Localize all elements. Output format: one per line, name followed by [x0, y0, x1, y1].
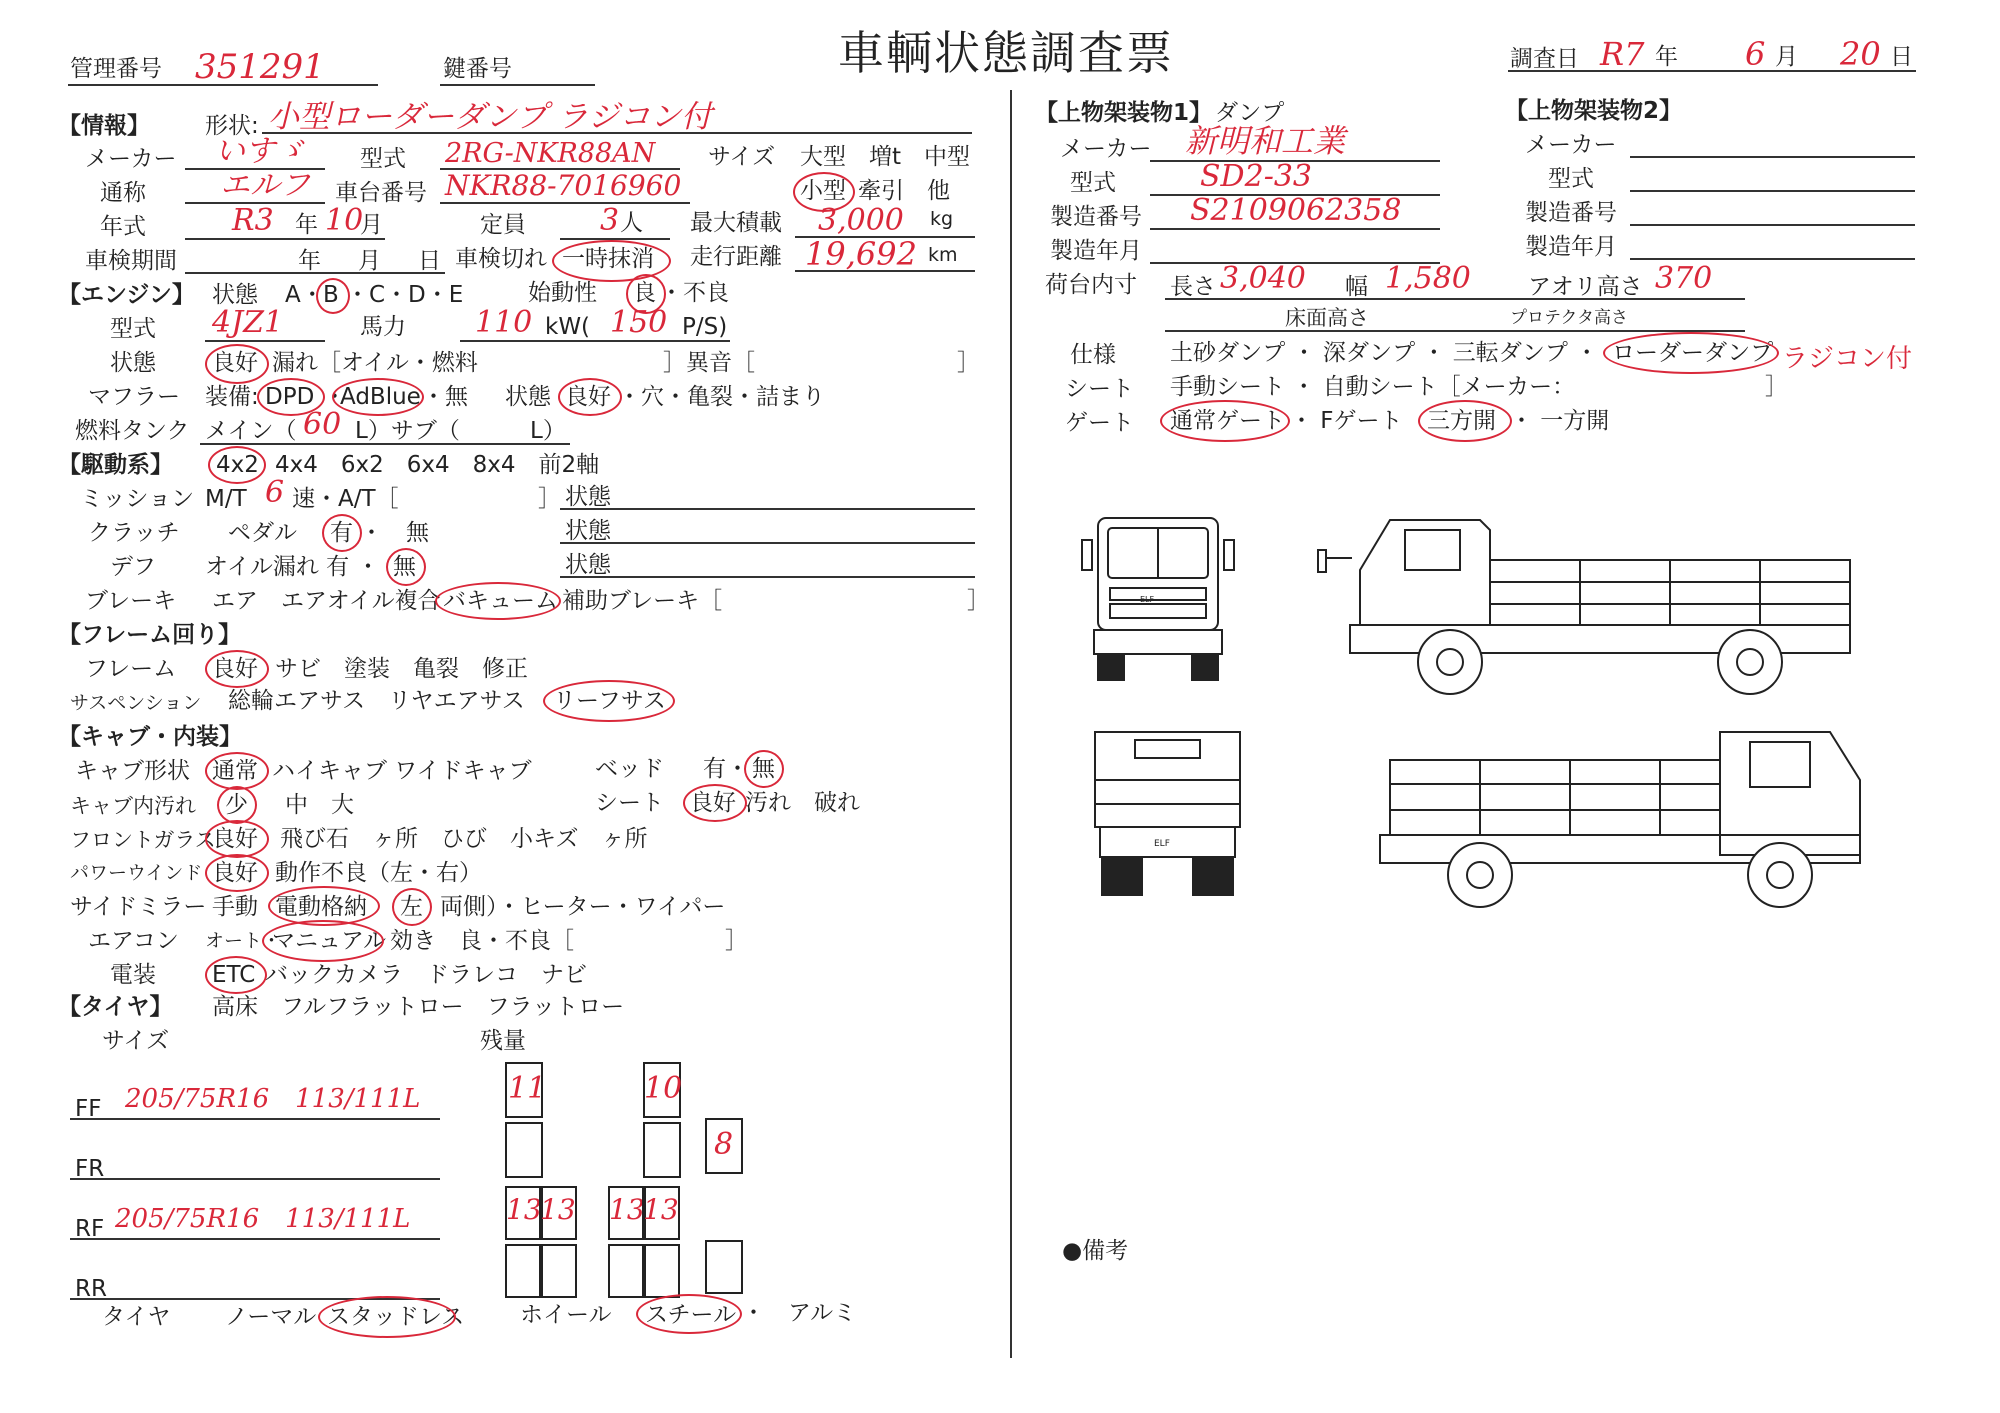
- mgmt-number-label: 管理番号: [70, 56, 162, 82]
- wheel-rest: ・ アルミ: [742, 1300, 857, 1326]
- diff-label: デフ: [110, 554, 156, 580]
- brake-options: エア エアオイル複合: [212, 588, 441, 614]
- aircon-manual: マニュアル: [272, 928, 387, 954]
- survey-month-unit: 月: [1775, 44, 1798, 70]
- cab-dirt-label: キャブ内汚れ: [70, 794, 196, 818]
- body2-date-label: 製造年月: [1525, 234, 1617, 260]
- model-month-value: 10: [325, 203, 364, 238]
- selection-circle: [318, 1296, 456, 1338]
- tread-remaining-label: 残量: [480, 1028, 526, 1054]
- gate-height-value: 370: [1655, 261, 1713, 296]
- electrical-rest: バックカメラ ドラレコ ナビ: [265, 962, 587, 988]
- engine-condition-good: 良好: [212, 350, 258, 376]
- gate-three-way: 三方開: [1427, 408, 1496, 434]
- survey-day-unit: 日: [1890, 44, 1913, 70]
- divider: [1630, 190, 1915, 192]
- divider: [1508, 70, 1916, 72]
- remarks-label: ●備考: [1062, 1238, 1129, 1264]
- fuel-tank-label: 燃料タンク: [75, 418, 190, 444]
- maker-value: いすゞ: [215, 134, 305, 169]
- selection-circle: [205, 650, 269, 688]
- side-mirror-electric: 電動格納: [275, 894, 367, 920]
- rf-label: RF: [75, 1216, 105, 1242]
- cab-dirt-rest: 中 大: [285, 792, 354, 818]
- inspection-period-label: 車検期間: [85, 248, 177, 274]
- divider: [262, 132, 972, 134]
- mission-state-label: 状態: [565, 484, 611, 510]
- windshield-rest: 飛び石 ヶ所 ひび 小キズ ヶ所: [280, 826, 648, 852]
- body1-model-label: 型式: [1070, 170, 1116, 196]
- mission-label: ミッション: [80, 486, 195, 512]
- body1-date-label: 製造年月: [1050, 238, 1142, 264]
- truck-front-view: [1082, 518, 1234, 680]
- selection-circle: [683, 784, 747, 822]
- model-year-label: 年式: [100, 214, 146, 240]
- inspection-expiry-value: 一時抹消: [562, 246, 654, 272]
- muffler-adblue: AdBlue: [340, 384, 421, 410]
- bracket-close: ］: [725, 928, 748, 954]
- model-value: 2RG-NKR88AN: [445, 138, 656, 169]
- key-number-label: 鍵番号: [443, 56, 512, 82]
- inspection-month-unit: 月: [358, 248, 381, 274]
- bracket-close: ］: [967, 588, 990, 614]
- common-name-label: 通称: [100, 180, 146, 206]
- engine-grade-a: A・: [285, 282, 324, 308]
- diff-leak: オイル漏れ 有 ・: [205, 554, 380, 580]
- model-year-value: R3: [232, 203, 274, 238]
- page-title: 車輌状態調査票: [838, 26, 1174, 80]
- ff-size-value: 205/75R16 113/111L: [125, 1084, 421, 1114]
- tread-box-fr-left: [505, 1122, 543, 1178]
- bed-no: 無: [752, 756, 775, 782]
- selection-circle: [1160, 400, 1290, 442]
- mileage-unit: km: [928, 244, 958, 266]
- divider: [440, 202, 690, 204]
- tread-value-spare: 8: [714, 1127, 734, 1162]
- cab-shape-normal: 通常: [212, 758, 258, 784]
- divider: [560, 576, 975, 578]
- divider: [68, 84, 378, 86]
- tread-value-rf-3: 13: [609, 1193, 645, 1226]
- divider: [185, 238, 385, 240]
- mission-rest: 速・A/T［: [292, 486, 399, 512]
- bed-length-value: 3,040: [1220, 261, 1306, 296]
- tread-value-ff-right: 10: [644, 1071, 683, 1106]
- sheet-label: シート: [1065, 376, 1134, 402]
- side-mirror-left: 左: [400, 894, 423, 920]
- divider: [70, 1238, 440, 1240]
- mission-mt: M/T: [205, 486, 247, 512]
- ps-value: 150: [610, 305, 668, 340]
- floor-height-label: 床面高さ: [1285, 306, 1369, 330]
- selection-circle: [636, 1294, 742, 1334]
- body2-heading: 【上物架装物2】: [1505, 98, 1683, 124]
- seat-good: 良好: [690, 790, 736, 816]
- shape-value: 小型ローダーダンプ ラジコン付: [268, 99, 713, 135]
- rf-size-value: 205/75R16 113/111L: [115, 1204, 411, 1234]
- divider: [560, 542, 975, 544]
- frame-label: フレーム: [85, 656, 177, 682]
- selection-circle: [543, 680, 675, 722]
- selection-circle: [205, 752, 269, 790]
- gate-normal: 通常ゲート: [1170, 408, 1285, 434]
- divider: [1630, 156, 1915, 158]
- cab-dirt-small: 少: [225, 792, 248, 818]
- frame-good: 良好: [212, 656, 258, 682]
- divider: [205, 340, 325, 342]
- size-options: 大型 増t 中型: [800, 144, 971, 170]
- bed-inner-label: 荷台内寸: [1045, 272, 1137, 298]
- mileage-value: 19,692: [805, 235, 917, 273]
- survey-year-unit: 年: [1655, 44, 1678, 70]
- gate-f: ・ Fゲート: [1290, 408, 1403, 434]
- truck-logo-front: ELF: [1140, 595, 1155, 604]
- tread-value-rf-4: 13: [643, 1193, 679, 1226]
- seat-label: シート: [595, 790, 664, 816]
- engine-condition-noise: ］異音［: [663, 350, 755, 376]
- engine-state-label: 状態: [212, 282, 258, 308]
- windshield-good: 良好: [212, 826, 258, 852]
- max-load-label: 最大積載: [690, 210, 782, 236]
- inspection-day-unit: 日: [418, 248, 441, 274]
- selection-circle: [435, 582, 561, 620]
- electrical-label: 電装: [110, 962, 156, 988]
- body2-maker-label: メーカー: [1525, 132, 1617, 158]
- engine-grade-rest: ・C・D・E: [346, 282, 464, 308]
- tread-value-ff-left: 11: [508, 1071, 547, 1106]
- tire-heading: 【タイヤ】: [58, 994, 173, 1020]
- model-month-unit: 月: [360, 212, 383, 238]
- selection-circle: [332, 378, 424, 416]
- max-load-value: 3,000: [818, 203, 904, 238]
- muffler-equip: 装備:: [205, 384, 259, 410]
- selection-circle: [217, 786, 257, 824]
- electrical-etc: ETC: [212, 962, 256, 988]
- truck-logo-rear: ELF: [1154, 839, 1170, 849]
- body1-serial-label: 製造番号: [1050, 204, 1142, 230]
- ff-label: FF: [75, 1096, 102, 1122]
- divider: [200, 443, 570, 445]
- tire-normal: ノーマル: [225, 1304, 317, 1330]
- divider: [70, 1178, 440, 1180]
- bed-yes: 有・: [703, 756, 749, 782]
- gate-one-way: ・ 一方開: [1510, 408, 1610, 434]
- seat-rest: 汚れ 破れ: [745, 790, 860, 816]
- fr-label: FR: [75, 1156, 105, 1182]
- startup-bad: ・不良: [660, 280, 729, 306]
- divider: [1630, 258, 1915, 260]
- divider: [70, 1118, 440, 1120]
- divider: [1150, 228, 1440, 230]
- inspection-expiry-label: 車検切れ: [455, 246, 547, 272]
- cab-shape-rest: ハイキャブ ワイドキャブ: [272, 758, 532, 784]
- brake-aux-label: 補助ブレーキ［: [562, 588, 723, 614]
- body1-type: ダンプ: [1215, 100, 1285, 126]
- sheet-options: 手動シート ・ 自動シート［メーカー：: [1170, 374, 1576, 400]
- tread-box-fr-right: [643, 1122, 681, 1178]
- drive-4x2: 4x2: [216, 452, 259, 478]
- cab-heading: 【キャブ・内装】: [58, 724, 242, 750]
- muffler-dpd: DPD: [265, 384, 315, 410]
- selection-circle: [316, 278, 350, 314]
- power-window-label: パワーウインド: [70, 862, 203, 884]
- clutch-pedal: ペダル: [228, 520, 297, 546]
- info-heading: 【情報】: [58, 113, 150, 139]
- body1-heading: 【上物架装物1】: [1035, 100, 1213, 126]
- tire-studless: スタッドレス: [327, 1304, 465, 1330]
- truck-left-side-view: [1318, 520, 1850, 694]
- muffler-label: マフラー: [88, 384, 180, 410]
- aircon-rest: 効き 良・不良［: [390, 928, 574, 954]
- wheel-label: ホイール: [520, 1302, 612, 1328]
- mileage-label: 走行距離: [690, 244, 782, 270]
- aircon-auto: オート・: [205, 930, 282, 952]
- bed-width-value: 1,580: [1385, 261, 1471, 296]
- selection-circle: [205, 956, 267, 994]
- truck-rear-view: [1095, 732, 1240, 895]
- selection-circle: [205, 344, 269, 384]
- diff-state-label: 状態: [565, 552, 611, 578]
- gate-height-label: アオリ高さ: [1528, 274, 1643, 300]
- bracket-close: ］: [957, 350, 980, 376]
- muffler-none: ・無: [422, 384, 468, 410]
- survey-month-value: 6: [1745, 35, 1766, 73]
- side-mirror-rest: 両側）・ヒーター・ワイパー: [440, 894, 726, 920]
- suspension-label: サスペンション: [70, 692, 202, 714]
- column-divider: [1010, 90, 1012, 1358]
- survey-year-value: R7: [1600, 35, 1645, 73]
- horsepower-label: 馬力: [360, 314, 406, 340]
- tread-box-rr-spare: [705, 1240, 743, 1294]
- size-selected: 小型: [800, 178, 846, 204]
- diff-none: 無: [393, 554, 416, 580]
- selection-circle: [1603, 332, 1779, 374]
- clutch-state-label: 状態: [565, 518, 611, 544]
- engine-model-value: 4JZ1: [212, 305, 284, 340]
- cab-shape-label: キャブ形状: [75, 758, 190, 784]
- body1-maker-label: メーカー: [1060, 136, 1152, 162]
- mgmt-number-value: 351291: [195, 47, 325, 87]
- brake-label: ブレーキ: [85, 588, 177, 614]
- capacity-label: 定員: [480, 212, 526, 238]
- tread-box-rr-1: [505, 1244, 543, 1298]
- max-load-unit: kg: [930, 208, 954, 230]
- shape-label: 形状:: [205, 113, 259, 139]
- engine-model-label: 型式: [110, 316, 156, 342]
- body2-serial-label: 製造番号: [1525, 200, 1617, 226]
- selection-circle: [322, 514, 362, 552]
- selection-circle: [392, 888, 432, 926]
- spec-loader-dump: ローダーダンプ: [1612, 340, 1774, 366]
- rr-label: RR: [75, 1276, 107, 1302]
- clutch-label: クラッチ: [88, 520, 180, 546]
- kw-unit: kW(: [545, 314, 591, 340]
- selection-circle: [262, 920, 387, 962]
- tire-type-label: タイヤ: [102, 1304, 171, 1330]
- protector-height-label: プロテクタ高さ: [1510, 308, 1628, 328]
- size-label: サイズ: [708, 144, 776, 170]
- power-window-good: 良好: [212, 860, 258, 886]
- mission-gears-value: 6: [265, 475, 285, 510]
- model-year-unit: 年: [295, 212, 318, 238]
- spec-label: 仕様: [1070, 342, 1116, 368]
- muffler-state-rest: ・穴・亀裂・詰まり: [618, 384, 825, 410]
- drive-heading: 【駆動系】: [58, 452, 173, 478]
- tread-box-rr-3: [608, 1244, 646, 1298]
- fuel-sub-label: L）サブ（: [355, 418, 460, 444]
- clutch-no: ・ 無: [360, 520, 429, 546]
- fuel-main-value: 60: [303, 407, 342, 442]
- body1-model-value: SD2-33: [1200, 159, 1313, 194]
- clutch-yes: 有: [330, 520, 353, 546]
- selection-circle: [386, 548, 426, 586]
- side-mirror-label: サイドミラー: [70, 894, 207, 920]
- tire-floor-types: 高床 フルフラットロー フラットロー: [212, 994, 625, 1020]
- muffler-state-good: 良好: [565, 384, 611, 410]
- tread-box-rr-4: [642, 1244, 680, 1298]
- divider: [1630, 224, 1915, 226]
- survey-date-label: 調査日: [1510, 46, 1579, 72]
- truck-diagrams: [1060, 500, 1890, 920]
- engine-grade-b: B: [323, 282, 339, 308]
- body2-model-label: 型式: [1548, 166, 1594, 192]
- bracket-close: ］: [1765, 374, 1788, 400]
- capacity-value: 3: [600, 203, 620, 238]
- body1-maker-value: 新明和工業: [1185, 122, 1346, 160]
- engine-condition-leak: 漏れ［オイル・燃料: [272, 350, 478, 376]
- frame-rest: サビ 塗装 亀裂 修正: [275, 656, 528, 682]
- power-window-rest: 動作不良（左・右）: [275, 860, 482, 886]
- kw-value: 110: [475, 305, 533, 340]
- body1-serial-value: S2109062358: [1190, 193, 1402, 228]
- selection-circle: [558, 378, 622, 416]
- common-name-value: エルフ: [220, 168, 310, 203]
- chassis-value: NKR88-7016960: [445, 169, 682, 202]
- wheel-steel: スチール: [645, 1302, 737, 1328]
- capacity-unit: 人: [620, 210, 643, 236]
- bed-label: ベッド: [595, 756, 664, 782]
- selection-circle: [205, 820, 269, 858]
- survey-day-value: 20: [1840, 35, 1881, 73]
- suspension-options: 総輪エアサス リヤエアサス: [228, 688, 525, 714]
- suspension-leaf: リーフサス: [553, 688, 666, 714]
- selection-circle: [1418, 400, 1512, 442]
- tread-box-rr-2: [539, 1244, 577, 1298]
- spec-note: ラジコン付: [1782, 344, 1913, 374]
- windshield-label: フロントガラス: [70, 828, 216, 852]
- divider: [1165, 330, 1745, 332]
- model-label: 型式: [360, 146, 406, 172]
- divider: [185, 272, 445, 274]
- selection-circle: [744, 750, 784, 788]
- divider: [795, 270, 975, 272]
- fuel-sub-unit: L）: [530, 418, 566, 444]
- divider: [1165, 298, 1745, 300]
- bracket-close: ］: [538, 486, 561, 512]
- chassis-label: 車台番号: [335, 180, 427, 206]
- gate-label: ゲート: [1065, 410, 1134, 436]
- startup-good: 良: [633, 280, 656, 306]
- bed-width-label: 幅: [1345, 274, 1368, 300]
- tread-value-rf-2: 13: [540, 1193, 576, 1226]
- truck-right-side-view: [1380, 732, 1860, 907]
- divider: [460, 340, 730, 342]
- ps-unit: P/S): [682, 314, 728, 340]
- startup-label: 始動性: [528, 280, 597, 306]
- frame-heading: 【フレーム回り】: [58, 622, 242, 648]
- size-options-2: 牽引 他: [858, 178, 950, 204]
- spec-options: 土砂ダンプ ・ 深ダンプ ・ 三転ダンプ ・: [1170, 340, 1599, 366]
- inspection-year-unit: 年: [298, 248, 321, 274]
- divider: [560, 508, 975, 510]
- fuel-main-label: メイン（: [205, 418, 297, 444]
- aircon-label: エアコン: [88, 928, 179, 954]
- drive-options: 4x4 6x2 6x4 8x4 前2軸: [275, 452, 600, 478]
- muffler-dot: ・: [323, 384, 346, 410]
- selection-circle: [205, 854, 269, 892]
- engine-condition-label: 状態: [110, 350, 156, 376]
- side-mirror-manual: 手動: [212, 894, 258, 920]
- selection-circle: [208, 446, 266, 484]
- tire-size-label: サイズ: [102, 1028, 170, 1054]
- brake-vacuum: バキューム: [443, 588, 558, 614]
- divider: [440, 84, 595, 86]
- tread-value-rf-1: 13: [506, 1193, 542, 1226]
- bed-length-label: 長さ: [1170, 274, 1216, 300]
- maker-label: メーカー: [85, 146, 177, 172]
- engine-heading: 【エンジン】: [58, 282, 195, 308]
- muffler-state-label: 状態: [505, 384, 551, 410]
